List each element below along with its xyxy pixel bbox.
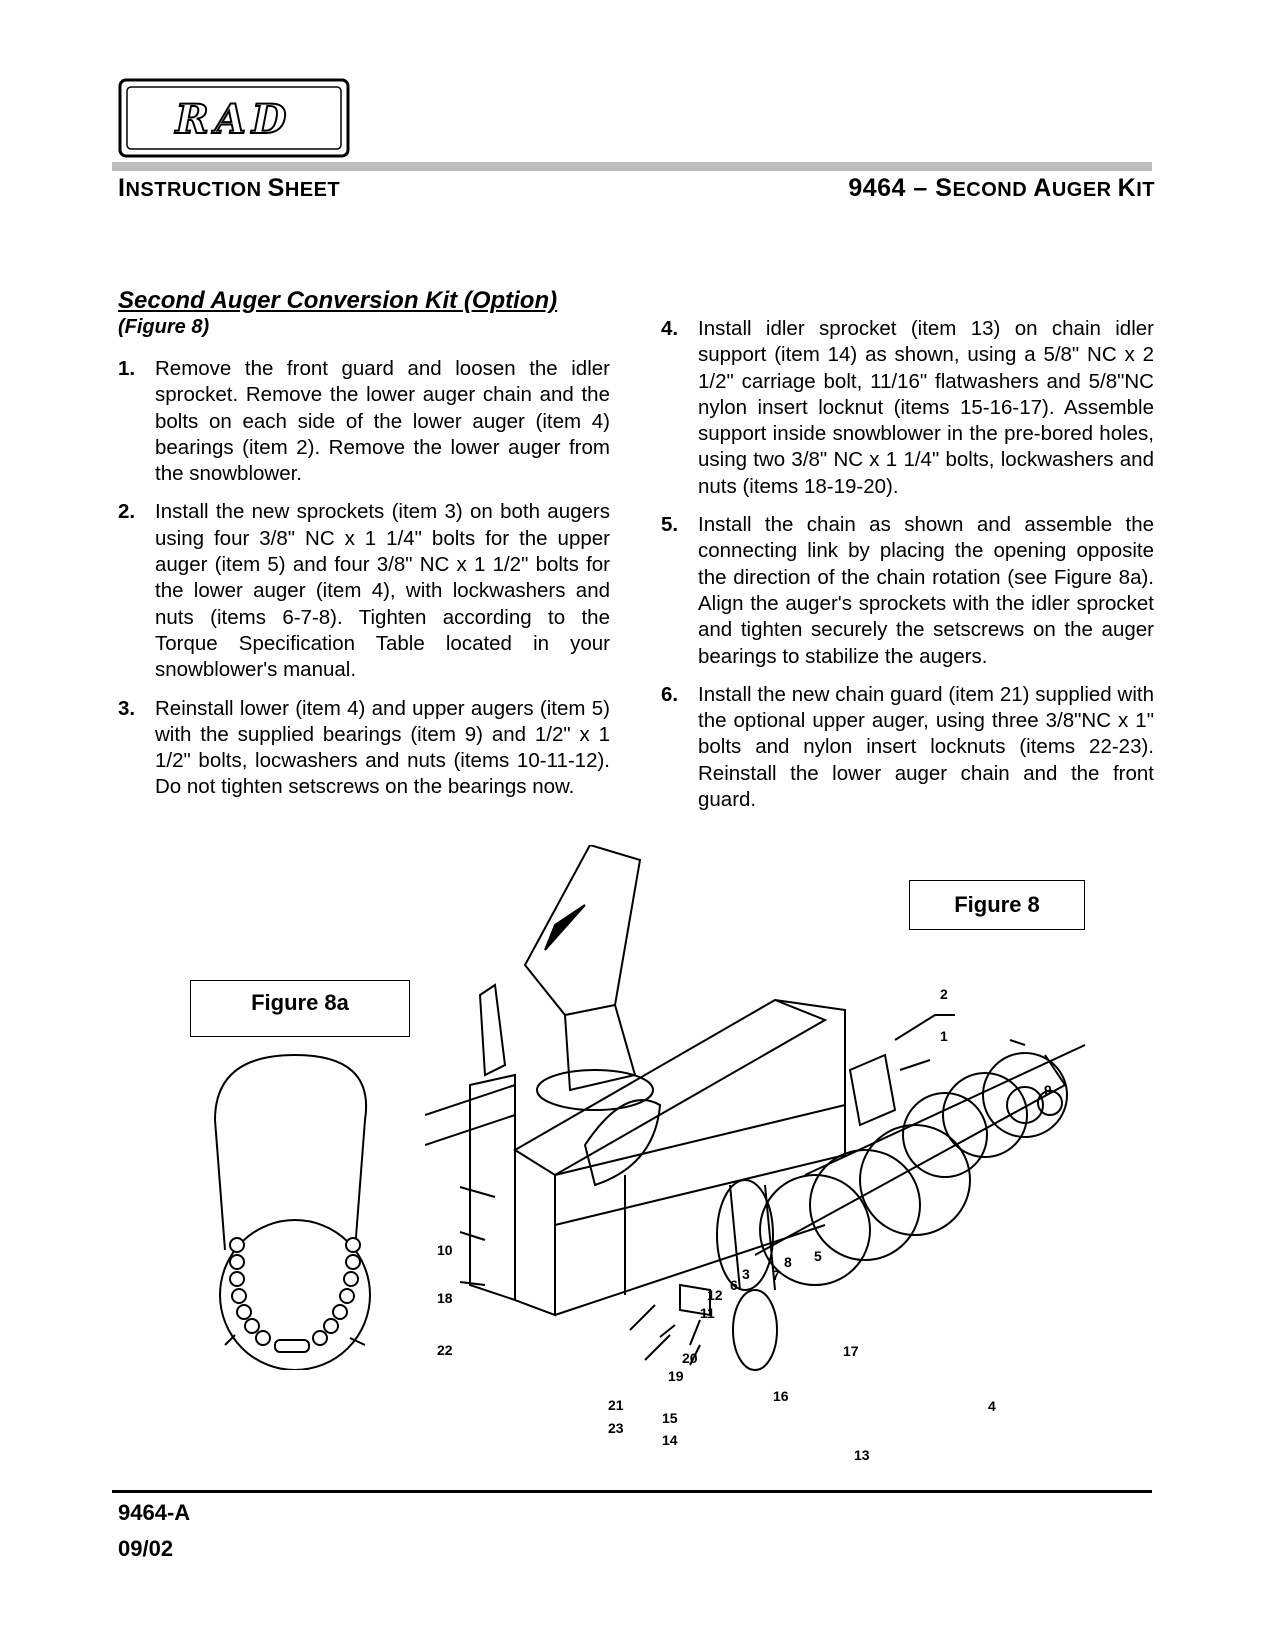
header-rule: [112, 162, 1152, 171]
step-number: 4.: [661, 317, 679, 340]
document-code: 9464-A: [118, 1500, 191, 1525]
steps-right-column: [661, 316, 1154, 825]
document-date: 09/02: [118, 1536, 174, 1561]
step-item: [118, 499, 610, 683]
callout-label: 4: [988, 1398, 996, 1414]
callout-label: 11: [700, 1305, 715, 1321]
section-subtitle: (Figure 8): [118, 316, 210, 338]
callout-label: 13: [854, 1447, 870, 1463]
doc-type-title: INSTRUCTION SHEET: [118, 174, 341, 202]
callout-label: 21: [608, 1397, 624, 1413]
callout-label: 1: [940, 1028, 948, 1044]
callout-label: 18: [437, 1290, 453, 1306]
callout-label: 9: [1044, 1082, 1052, 1098]
callout-label: 20: [682, 1350, 698, 1366]
snowblower-illustration: [425, 845, 1125, 1465]
callout-label: 19: [668, 1368, 684, 1384]
figure-8-label: Figure 8: [909, 880, 1085, 930]
rad-logo: [118, 78, 350, 158]
callout-label: 8: [784, 1254, 792, 1270]
step-item: [118, 356, 610, 487]
step-item: [118, 696, 610, 801]
callout-label: 2: [940, 986, 948, 1002]
section-title: Second Auger Conversion Kit (Option): [118, 287, 558, 314]
callout-label: 10: [437, 1242, 453, 1258]
product-title: 9464 – SECOND AUGER KIT: [848, 174, 1155, 202]
callout-label: 3: [742, 1266, 750, 1282]
callout-label: 5: [814, 1248, 822, 1264]
step-item: [661, 512, 1154, 670]
steps-left-column: [118, 356, 610, 813]
step-text: Install the chain as shown and assemble the connecting link by placing the opening opposite the direction of the chain rotation (see Figure 8a). Align the auger's sprockets with the idler sprocket and tighten securely the setscrews on the auger bearings to stabilize the augers.: [698, 513, 1154, 668]
footer-rule: [112, 1490, 1152, 1493]
step-number: 2.: [118, 500, 136, 524]
chain-diagram: [200, 1040, 390, 1370]
callout-label: 14: [662, 1432, 678, 1448]
callout-label: 23: [608, 1420, 624, 1436]
callout-label: 22: [437, 1342, 453, 1358]
step-text: Install idler sprocket (item 13) on chain idler support (item 14) as shown, using a 5/8" NC x 2 1/2" carriage bolt, 11/16" flatwashers and 5/8"NC nylon insert locknut (items 15-16-17). Assemble support inside snowblower in the pre-bored holes, using two 3/8" NC x 1 1/4" bolts, lockwashers and nuts (items 18-19-20).: [698, 317, 1154, 498]
callout-label: 16: [773, 1388, 789, 1404]
figure-8a-label: Figure 8a: [190, 980, 410, 1037]
step-text: Remove the front guard and loosen the idler sprocket. Remove the lower auger chain and the bolts on each side of the lower auger (item 4) bearings (item 2). Remove the lower auger from the snowblower.: [155, 357, 610, 486]
step-number: 6.: [661, 682, 679, 706]
logo-text: RAD: [175, 96, 293, 143]
step-text: Install the new chain guard (item 21) supplied with the optional upper auger, using three 3/8"NC x 1" bolts and nylon insert locknuts (items 22-23). Reinstall the lower auger chain and the front guard.: [698, 682, 1154, 812]
step-number: 5.: [661, 513, 679, 537]
step-number: 1.: [118, 357, 136, 380]
step-text: Reinstall lower (item 4) and upper augers (item 5) with the supplied bearings (item 9) and 1/2" x 1 1/2" bolts, locwashers and nuts (items 10-11-12). Do not tighten setscrews on the bearings now.: [155, 696, 610, 799]
callout-label: 17: [843, 1343, 859, 1359]
callout-label: 6: [730, 1277, 738, 1293]
callout-label: 7: [772, 1267, 780, 1283]
step-item: [661, 682, 1154, 813]
step-item: [661, 316, 1154, 500]
callout-label: 12: [707, 1287, 723, 1303]
callout-label: 15: [662, 1410, 678, 1426]
step-text: Install the new sprockets (item 3) on both augers using four 3/8" NC x 1 1/4" bolts for the upper auger (item 5) and four 3/8" NC x 1 1/2" bolts for the lower auger (item 4), with lockwashers and nuts (items 6-7-8). Tighten according to the Torque Specification Table located in your snowblower's manual.: [155, 500, 610, 682]
step-number: 3.: [118, 696, 136, 720]
